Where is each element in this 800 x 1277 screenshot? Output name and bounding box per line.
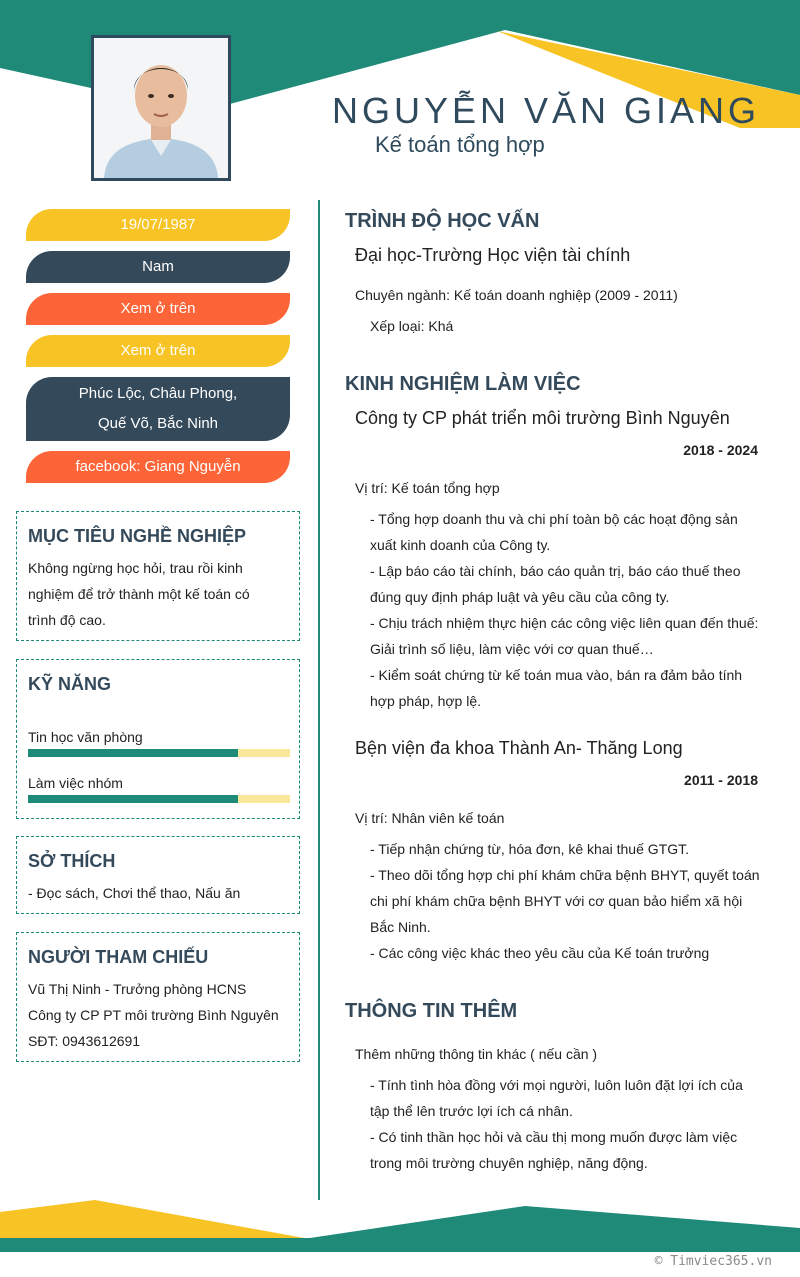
job-period: 2011 - 2018 xyxy=(684,772,758,788)
job-duties xyxy=(370,506,765,714)
skill-item xyxy=(28,775,288,803)
candidate-name: NGUYỄN VĂN GIANG xyxy=(332,90,761,131)
experience-title: KINH NGHIỆM LÀM VIỆC xyxy=(345,373,581,395)
additional-info-item: - Tính tình hòa đồng với mọi người, luôn luôn đặt lợi ích của tập thể lên trước lợi ích cá nhân. xyxy=(370,1077,743,1119)
email-text: Xem ở trên xyxy=(120,342,196,359)
hobbies-text: - Đọc sách, Chơi thể thao, Nấu ăn xyxy=(28,885,241,901)
birthdate-pill xyxy=(26,209,290,241)
column-divider xyxy=(318,200,320,1200)
job-position: Vị trí: Kế toán tổng hợp xyxy=(355,480,500,496)
job-company: Bện viện đa khoa Thành An- Thăng Long xyxy=(355,738,683,758)
additional-info-title: THÔNG TIN THÊM xyxy=(345,1000,518,1022)
education-grade: Xếp loại: Khá xyxy=(370,318,454,334)
address-pill xyxy=(26,377,290,441)
skill-bar-fill xyxy=(28,749,238,757)
address-text: Phúc Lộc, Châu Phong, Quế Võ, Bắc Ninh xyxy=(78,385,238,432)
education-title: TRÌNH ĐỘ HỌC VẤN xyxy=(345,210,540,232)
skill-label: Làm việc nhóm xyxy=(28,775,123,791)
career-objective-text: Không ngừng học hỏi, trau rồi kinh nghiệm để trở thành một kế toán có trình độ cao. xyxy=(28,560,250,628)
skill-item xyxy=(28,729,288,757)
job-duty: - Các công việc khác theo yêu cầu của Kế toán trưởng xyxy=(370,945,710,961)
job-duty: - Lập báo cáo tài chính, báo cáo quản trị, báo cáo thuế theo đúng quy định pháp luật và yêu cầu của công ty. xyxy=(370,563,741,605)
job-company: Công ty CP phát triển môi trường Bình Nguyên xyxy=(355,408,730,428)
education-major: Chuyên ngành: Kế toán doanh nghiệp (2009 - 2011) xyxy=(355,287,678,303)
footer-yellow-shape xyxy=(0,1200,315,1240)
facebook-pill xyxy=(26,451,290,483)
gender-text: Nam xyxy=(142,258,174,275)
career-objective-box xyxy=(16,511,300,641)
additional-info-list xyxy=(370,1072,765,1176)
job-duty: - Chịu trách nhiệm thực hiện các công việc liên quan đến thuế: Giải trình số liệu, làm việc với cơ quan thuế… xyxy=(370,615,759,657)
skills-title: KỸ NĂNG xyxy=(28,674,112,694)
phone-pill xyxy=(26,293,290,325)
gender-pill xyxy=(26,251,290,283)
phone-text: Xem ở trên xyxy=(120,300,196,317)
skill-label: Tin học văn phòng xyxy=(28,729,143,745)
reference-line: Công ty CP PT môi trường Bình Nguyên xyxy=(28,1007,279,1023)
skills-box xyxy=(16,659,300,819)
additional-info-intro: Thêm những thông tin khác ( nếu cần ) xyxy=(355,1046,598,1062)
hobbies-title: SỞ THÍCH xyxy=(28,851,116,871)
career-objective-title: MỤC TIÊU NGHỀ NGHIỆP xyxy=(28,526,247,546)
job-duty: - Theo dõi tổng hợp chi phí khám chữa bệnh BHYT, quyết toán chi phí khám chữa bệnh BHYT với cơ quan bảo hiểm xã hội Bắc Ninh. xyxy=(370,867,760,935)
job-duty: - Kiểm soát chứng từ kế toán mua vào, bán ra đảm bảo tính hợp pháp, hợp lệ. xyxy=(370,667,743,709)
job-position: Vị trí: Nhân viên kế toán xyxy=(355,810,505,826)
skill-bar xyxy=(28,795,290,803)
watermark: © Timviec365.vn xyxy=(654,1254,772,1269)
additional-info-item: - Có tinh thần học hỏi và cầu thị mong muốn được làm việc trong môi trường chuyên nghiệp, năng động. xyxy=(370,1129,738,1171)
job-duty: - Tổng hợp doanh thu và chi phí toàn bộ các hoạt động sản xuất kinh doanh của Công ty. xyxy=(370,511,738,553)
skill-bar-fill xyxy=(28,795,238,803)
skill-bar xyxy=(28,749,290,757)
profile-photo xyxy=(91,35,231,181)
hobbies-box xyxy=(16,836,300,914)
references-title: NGƯỜI THAM CHIẾU xyxy=(28,947,209,967)
reference-line: SĐT: 0943612691 xyxy=(28,1033,141,1049)
email-pill xyxy=(26,335,290,367)
job-period: 2018 - 2024 xyxy=(683,442,758,458)
avatar-icon xyxy=(94,38,228,178)
facebook-text: facebook: Giang Nguyễn xyxy=(75,458,241,475)
birthdate-text: 19/07/1987 xyxy=(120,216,196,233)
job-duty: - Tiếp nhận chứng từ, hóa đơn, kê khai thuế GTGT. xyxy=(370,841,689,857)
reference-line: Vũ Thị Ninh - Trưởng phòng HCNS xyxy=(28,981,247,997)
job-duties xyxy=(370,836,765,966)
references-box xyxy=(16,932,300,1062)
job-title: Kế toán tổng hợp xyxy=(375,132,545,157)
education-school: Đại học-Trường Học viện tài chính xyxy=(355,245,631,265)
